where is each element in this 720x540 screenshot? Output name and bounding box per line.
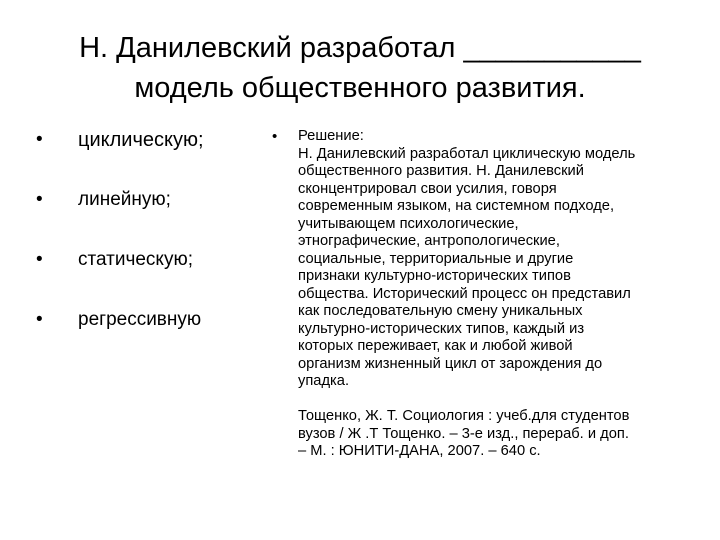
reference-line: – М. : ЮНИТИ-ДАНА, 2007. – 640 с. xyxy=(298,443,541,459)
solution-heading: Решение: xyxy=(298,128,364,144)
solution-line: организм жизненный цикл от зарождения до xyxy=(298,355,603,372)
solution-line: которых переживает, как и любой живой xyxy=(298,338,573,354)
solution-line: сконцентрировал свои усилия, говоря xyxy=(298,180,557,197)
solution-line: Н. Данилевский разработал циклическую модель xyxy=(298,145,636,162)
bibliographic-reference xyxy=(298,408,718,461)
answer-option-label: циклическую; xyxy=(78,129,204,151)
bullet-icon: • xyxy=(36,129,43,150)
solution-line: общественного развития. Н. Данилевский xyxy=(298,163,584,179)
answer-option-label: линейную; xyxy=(78,189,171,210)
bullet-icon: • xyxy=(272,128,278,145)
answer-option-label: статическую; xyxy=(78,249,193,270)
solution-line: как последовательную смену уникальных xyxy=(298,303,583,319)
reference-line: вузов / Ж .Т Тощенко. – 3-е изд., перераб. и доп. xyxy=(298,425,629,442)
solution-line: общества. Исторический процесс он представил xyxy=(298,285,631,302)
solution-line: современным языком, на системном подходе, xyxy=(298,198,615,214)
solution-text xyxy=(298,128,718,391)
solution-line: культурно-исторических типов, каждый из xyxy=(298,320,585,337)
title-line-2: модель общественного развития. xyxy=(134,72,586,104)
reference-line: Тощенко, Ж. Т. Социология : учеб.для студентов xyxy=(298,408,630,424)
solution-line: упадка. xyxy=(298,373,350,389)
bullet-icon: • xyxy=(36,189,43,210)
solution-line: этнографические, антропологические, xyxy=(298,233,560,249)
solution-line: учитывающем психологические, xyxy=(298,215,519,232)
bullet-icon: • xyxy=(36,249,43,270)
slide-title xyxy=(20,28,700,108)
answer-option-label: регрессивную xyxy=(78,309,202,330)
title-line-1: Н. Данилевский разработал ___________ xyxy=(79,32,641,64)
solution-line: социальные, территориальные и другие xyxy=(298,250,574,267)
solution-line: признаки культурно-исторических типов xyxy=(298,268,571,284)
bullet-icon: • xyxy=(36,309,43,330)
